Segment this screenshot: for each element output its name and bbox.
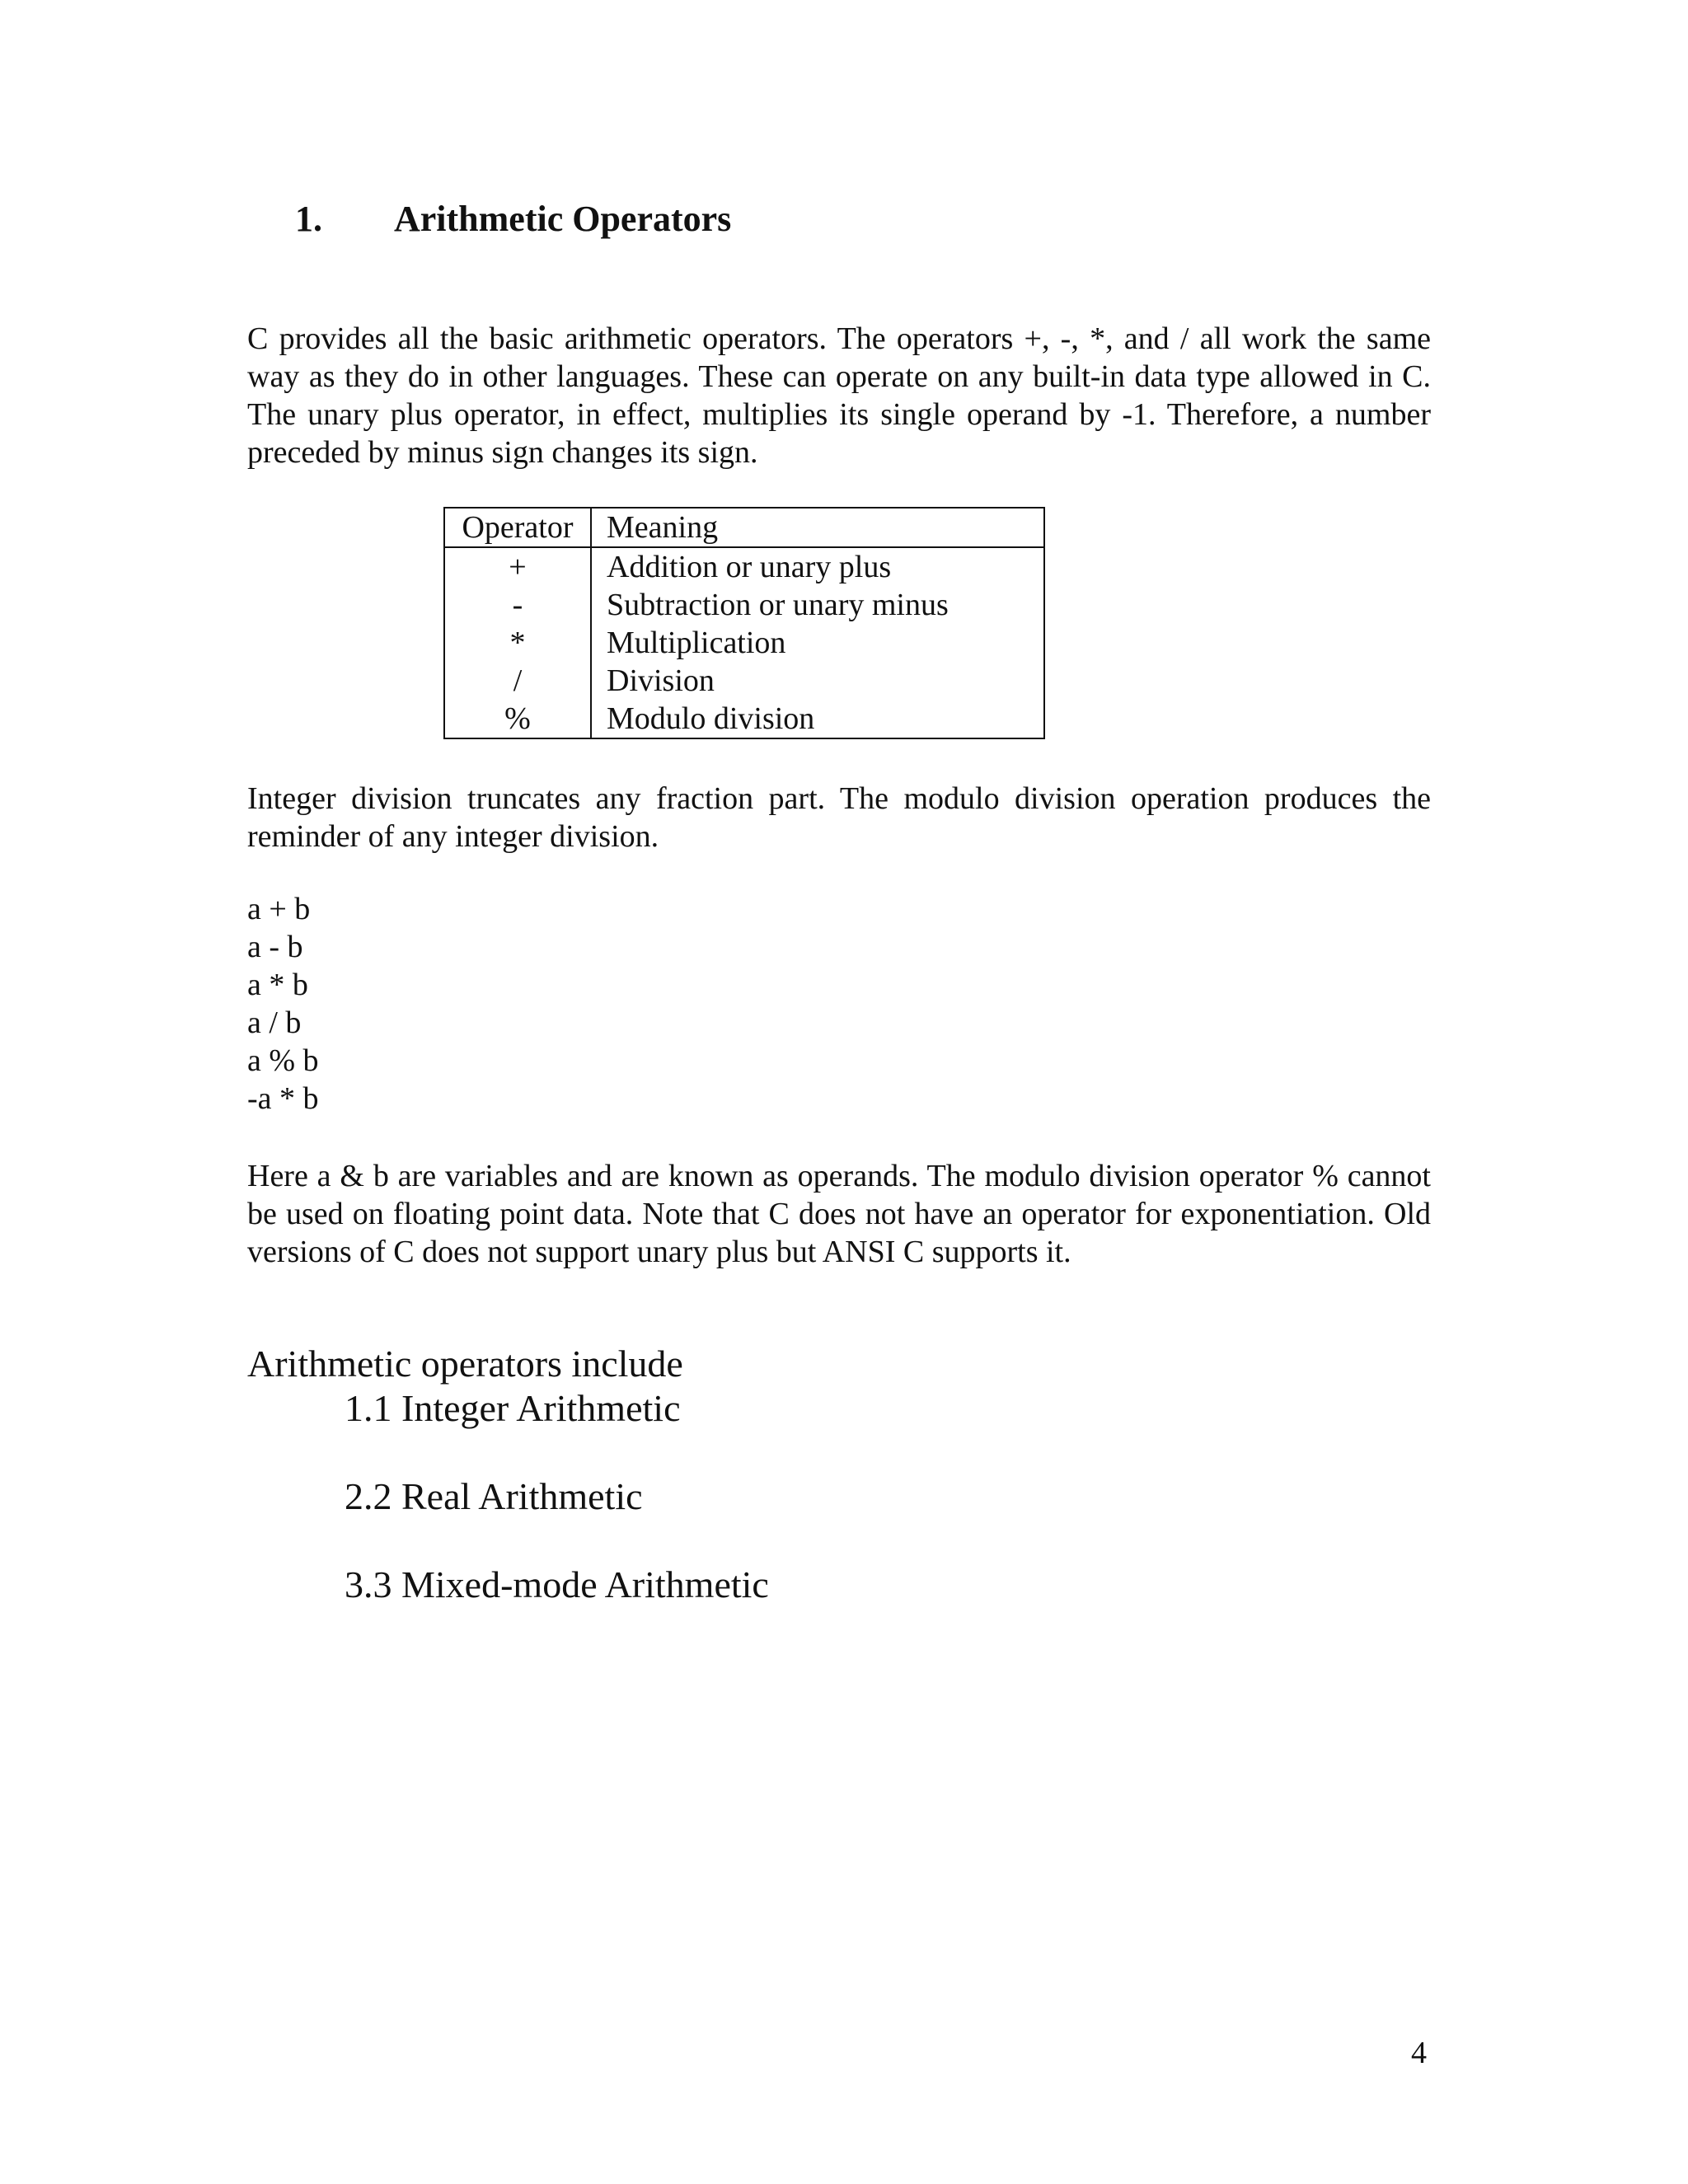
meaning-cell: Multiplication <box>607 625 786 660</box>
operator-table-header-row <box>444 508 1044 547</box>
table-row <box>444 700 1044 738</box>
meaning-column-header: Meaning <box>591 508 1044 547</box>
section-title: Arithmetic Operators <box>394 199 732 239</box>
division-paragraph: Integer division truncates any fraction part. The modulo division operation produces the reminder of any integer division. <box>247 781 1431 854</box>
expression-item: a + b <box>247 892 311 926</box>
meaning-cell: Addition or unary plus <box>607 549 892 584</box>
operator-cell: + <box>444 547 591 586</box>
table-row <box>444 624 1044 662</box>
expression-item: -a * b <box>247 1081 319 1116</box>
operator-cell: - <box>444 586 591 624</box>
arithmetic-types-list <box>345 1386 769 1651</box>
intro-paragraph: C provides all the basic arithmetic operators. The operators +, -, *, and / all work the same way as they do in other languages. These can operate on any built-in data type allowed in C. The unary plus operator, in effect, multiplies its single operand by -1. Therefore, a number preceded by minus sign changes its sign. <box>247 321 1431 470</box>
operator-cell: * <box>444 624 591 662</box>
operator-column-header: Operator <box>444 508 591 547</box>
table-row <box>444 547 1044 586</box>
expression-item: a % b <box>247 1043 319 1078</box>
expression-list <box>247 890 319 1118</box>
section-number: 1. <box>295 199 322 239</box>
operator-table <box>443 507 1045 739</box>
table-row <box>444 662 1044 700</box>
expression-item: a - b <box>247 930 303 964</box>
page-number: 4 <box>1411 2036 1427 2070</box>
list-item: 2.2 Real Arithmetic <box>345 1475 643 1517</box>
section-heading <box>295 198 731 240</box>
meaning-cell: Division <box>607 663 715 698</box>
list-item: 3.3 Mixed-mode Arithmetic <box>345 1563 769 1605</box>
meaning-cell: Modulo division <box>607 701 815 736</box>
list-item: 1.1 Integer Arithmetic <box>345 1387 681 1429</box>
table-row <box>444 586 1044 624</box>
expression-item: a / b <box>247 1005 302 1040</box>
meaning-cell: Subtraction or unary minus <box>607 587 949 622</box>
expression-item: a * b <box>247 968 308 1002</box>
operands-paragraph: Here a & b are variables and are known as operands. The modulo division operator % cannot be used on floating point data. Note that C does not have an operator for exponentiation. Old versions of C does not support unary plus but ANSI C supports it. <box>247 1159 1431 1269</box>
operator-cell: / <box>444 662 591 700</box>
operator-cell: % <box>444 700 591 738</box>
arithmetic-types-title: Arithmetic operators include <box>247 1343 683 1385</box>
